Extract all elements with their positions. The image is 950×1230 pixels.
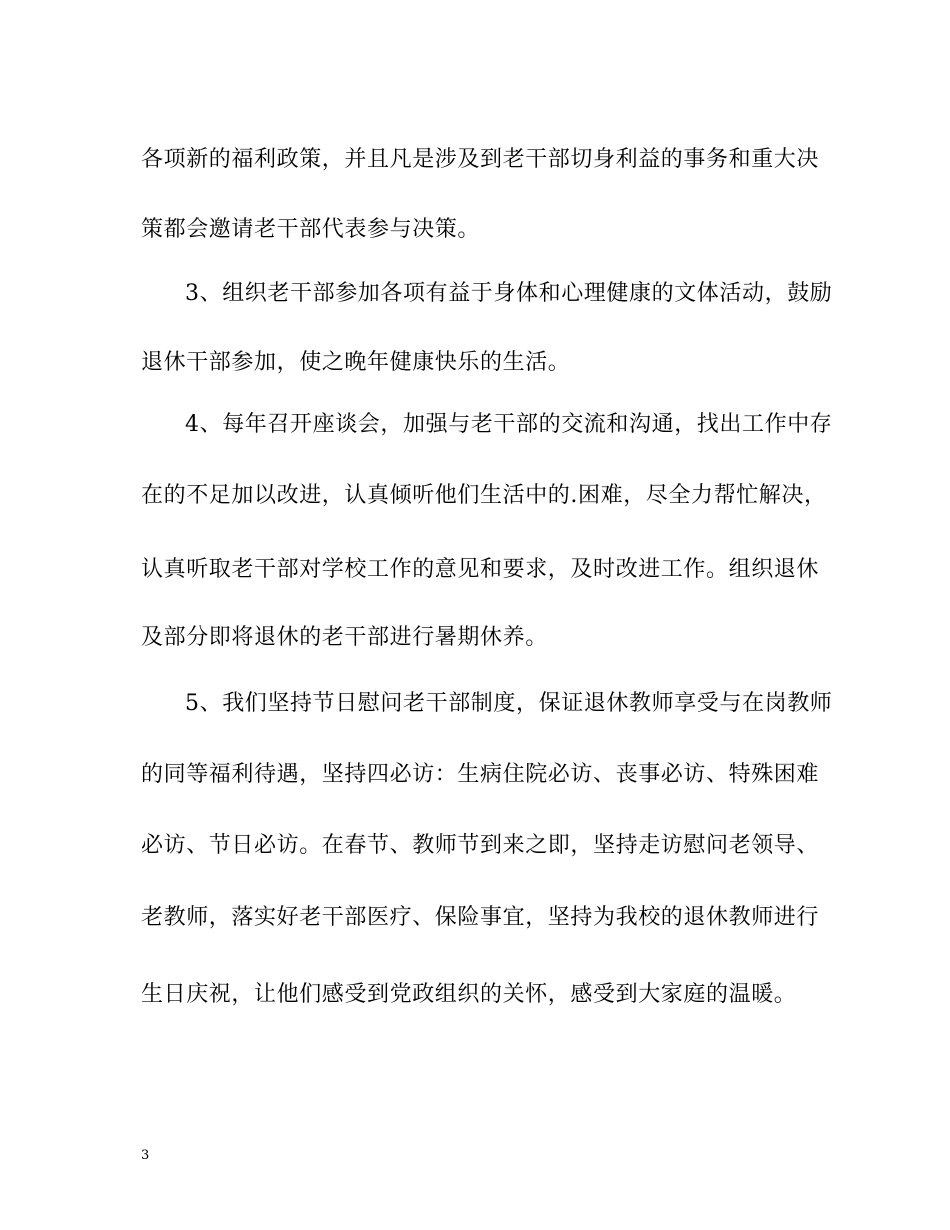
text-line: 策都会邀请老干部代表参与决策。 bbox=[141, 217, 481, 242]
text-line: 退休干部参加，使之晚年健康快乐的生活。 bbox=[141, 350, 571, 375]
text-line: 生日庆祝，让他们感受到党政组织的关怀，感受到大家庭的温暖。 bbox=[141, 982, 797, 1007]
page-number: 3 bbox=[141, 1148, 150, 1163]
text-line: 必访、节日必访。在春节、教师节到来之即，坚持走访慰问老领导、 bbox=[141, 833, 820, 858]
text-line: 认真听取老干部对学校工作的意见和要求，及时改进工作。组织退休 bbox=[141, 557, 820, 582]
paragraph-4-start: 4、每年召开座谈会，加强与老干部的交流和沟通，找出工作中存 bbox=[185, 412, 833, 437]
paragraph-5-start: 5、我们坚持节日慰问老干部制度，保证退休教师享受与在岗教师 bbox=[185, 691, 833, 716]
text-line: 及部分即将退休的老干部进行暑期休养。 bbox=[141, 625, 548, 650]
text-line: 在的不足加以改进，认真倾听他们生活中的.困难，尽全力帮忙解决， bbox=[141, 483, 827, 508]
paragraph-3-start: 3、组织老干部参加各项有益于身体和心理健康的文体活动，鼓励 bbox=[185, 281, 833, 306]
text-line: 各项新的福利政策，并且凡是涉及到老干部切身利益的事务和重大决 bbox=[141, 147, 820, 172]
text-line: 老教师，落实好老干部医疗、保险事宜，坚持为我校的退休教师进行 bbox=[141, 905, 820, 930]
text-line: 的同等福利待遇，坚持四必访：生病住院必访、丧事必访、特殊困难 bbox=[141, 762, 820, 787]
